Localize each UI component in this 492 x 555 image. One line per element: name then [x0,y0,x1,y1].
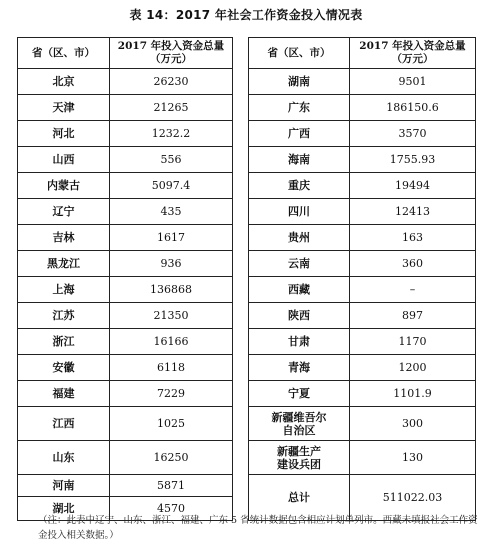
province-cell: 湖北 [18,497,110,521]
province-cell: 河北 [18,121,110,147]
table-row [249,199,476,225]
province-cell: 山东 [18,441,110,475]
value-cell: 4570 [110,497,233,521]
province-cell: 重庆 [249,173,350,199]
province-cell [249,407,350,441]
value-cell: 897 [350,303,476,329]
value-cell: 1617 [110,225,233,251]
value-cell: 1200 [350,355,476,381]
value-cell: 21350 [110,303,233,329]
amount-header-line1: 2017 年投入资金总量 [359,40,466,52]
right-table [248,37,476,521]
province-cell: 湖南 [249,69,350,95]
province-cell: 辽宁 [18,199,110,225]
province-cell-line2: 自治区 [282,423,316,437]
province-cell: 江西 [18,407,110,441]
province-cell: 河南 [18,475,110,497]
value-cell: 936 [110,251,233,277]
value-cell: 9501 [350,69,476,95]
value-cell: 136868 [110,277,233,303]
table-note: （注：此表中辽宁、山东、浙江、福建、广东 5 省统计数据包含相应计划单列市。西藏未填报社会工作资金投入相关数据。） [38,515,478,541]
table-row [249,95,476,121]
table-row [18,355,233,381]
table-row [18,407,233,441]
table-row [18,69,233,95]
table-row [18,277,233,303]
province-cell: 山西 [18,147,110,173]
amount-header [110,38,233,69]
table-row [249,441,476,475]
table-row [249,173,476,199]
table-row [249,303,476,329]
value-cell: 1025 [110,407,233,441]
province-cell: 江苏 [18,303,110,329]
province-cell: 福建 [18,381,110,407]
value-cell: 360 [350,251,476,277]
value-cell: 5871 [110,475,233,497]
province-cell: 甘肃 [249,329,350,355]
province-cell: 四川 [249,199,350,225]
value-cell: 1232.2 [110,121,233,147]
value-cell: 19494 [350,173,476,199]
table-row [249,225,476,251]
value-cell: 1170 [350,329,476,355]
province-header: 省（区、市） [249,38,350,69]
province-cell: 宁夏 [249,381,350,407]
header-row [18,38,233,69]
province-cell-line1: 新疆维吾尔 [271,410,327,424]
amount-header-line2: （万元） [391,53,434,65]
table-row [249,355,476,381]
value-cell: 300 [350,407,476,441]
table-row [249,381,476,407]
province-cell: 西藏 [249,277,350,303]
table-row [249,147,476,173]
amount-header-line1: 2017 年投入资金总量 [117,40,225,52]
total-label: 总计 [249,475,350,521]
value-cell: 556 [110,147,233,173]
value-cell: – [350,277,476,303]
table-row [18,475,233,497]
value-cell: 7229 [110,381,233,407]
value-cell: 16250 [110,441,233,475]
province-cell [249,441,350,475]
province-cell: 黑龙江 [18,251,110,277]
value-cell: 130 [350,441,476,475]
table-row [18,173,233,199]
province-cell: 海南 [249,147,350,173]
table-row [18,95,233,121]
value-cell: 186150.6 [350,95,476,121]
value-cell: 1101.9 [350,381,476,407]
province-cell: 广西 [249,121,350,147]
province-cell-line2: 建设兵团 [277,457,321,471]
province-cell: 北京 [18,69,110,95]
value-cell: 3570 [350,121,476,147]
value-cell: 12413 [350,199,476,225]
province-cell: 内蒙古 [18,173,110,199]
table-row [18,147,233,173]
province-cell: 广东 [249,95,350,121]
amount-header-line2: （万元） [150,53,192,65]
table-row [249,251,476,277]
table-row [18,199,233,225]
table-row [18,303,233,329]
value-cell: 163 [350,225,476,251]
table-row [249,121,476,147]
province-cell: 天津 [18,95,110,121]
table-row [249,407,476,441]
value-cell: 5097.4 [110,173,233,199]
table-row [18,225,233,251]
province-cell: 青海 [249,355,350,381]
total-value: 511022.03 [350,475,476,521]
province-cell: 贵州 [249,225,350,251]
table-row [18,251,233,277]
left-table [17,37,233,521]
province-cell: 吉林 [18,225,110,251]
value-cell: 21265 [110,95,233,121]
table-row [249,69,476,95]
table-row [18,441,233,475]
value-cell: 26230 [110,69,233,95]
province-cell: 云南 [249,251,350,277]
table-row [18,121,233,147]
amount-header [350,38,476,69]
province-cell: 陕西 [249,303,350,329]
table-row [249,329,476,355]
province-cell-line1: 新疆生产 [277,444,321,458]
province-cell: 安徽 [18,355,110,381]
value-cell: 16166 [110,329,233,355]
value-cell: 1755.93 [350,147,476,173]
table-title: 表 14：2017 年社会工作资金投入情况表 [129,8,363,22]
value-cell: 6118 [110,355,233,381]
province-header: 省（区、市） [18,38,110,69]
table-row [18,329,233,355]
header-row [249,38,476,69]
table-row [18,381,233,407]
province-cell: 浙江 [18,329,110,355]
province-cell: 上海 [18,277,110,303]
value-cell: 435 [110,199,233,225]
table-row [249,277,476,303]
